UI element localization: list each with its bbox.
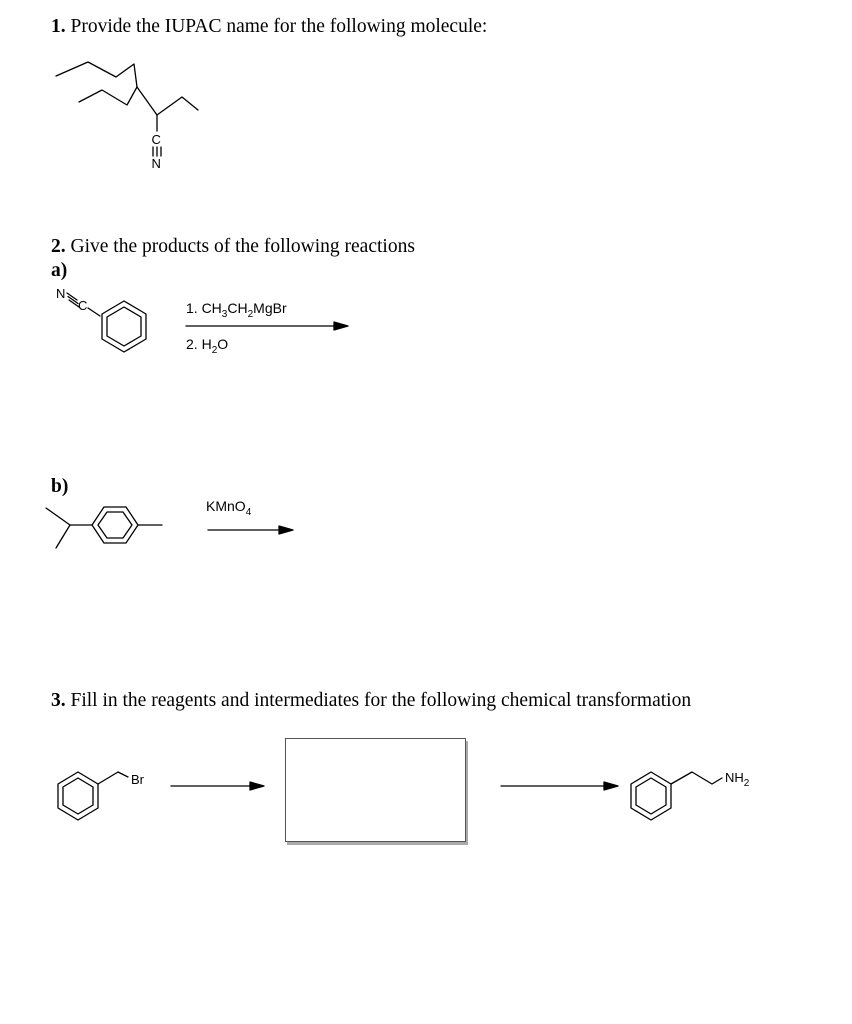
question-3-text: Fill in the reagents and intermediates for the following chemical transformation xyxy=(70,690,692,711)
reagent-1-sub-2: 2 xyxy=(247,308,254,320)
ch2-br-bond xyxy=(118,772,128,777)
question-2-text: Give the products of the following reactions xyxy=(70,236,415,257)
intermediate-answer-box[interactable] xyxy=(285,738,466,842)
benzyl-bromide-ring-inner xyxy=(63,778,93,814)
amine-label xyxy=(725,770,750,789)
question-2-number: 2. xyxy=(51,236,66,257)
phenethylamine-chain xyxy=(671,772,722,784)
reagent-1-prefix: 1. CH xyxy=(186,300,222,316)
reagent-1-sub-1: 3 xyxy=(221,308,228,320)
phenethylamine-ring xyxy=(631,772,671,820)
molecule-1-atom-c: C xyxy=(151,132,161,147)
amine-prefix: NH xyxy=(725,770,744,785)
benzonitrile-atom-n: N xyxy=(56,286,66,301)
reagent-2-suffix: O xyxy=(217,336,229,352)
bromine-label: Br xyxy=(131,772,144,787)
kmno4-prefix: KMnO xyxy=(206,498,246,514)
reagent-2-sub: 2 xyxy=(211,344,218,356)
reagent-1-suffix: MgBr xyxy=(253,300,287,316)
q3-arrow-1-head xyxy=(250,782,264,790)
reagent-1-mid: CH xyxy=(227,300,248,316)
q3-arrow-2-head xyxy=(604,782,618,790)
benzyl-ch2-bond xyxy=(98,772,118,784)
phenethylamine-ring-inner xyxy=(636,778,666,814)
part-a-label: a) xyxy=(51,260,68,281)
question-1-text: Provide the IUPAC name for the following molecule: xyxy=(70,16,488,37)
part-b-label: b) xyxy=(51,476,69,497)
molecule-1-atom-n: N xyxy=(151,156,161,171)
amine-sub: 2 xyxy=(743,778,750,789)
benzonitrile-atom-c: C xyxy=(78,298,88,313)
question-3-number: 3. xyxy=(51,690,66,711)
kmno4-sub: 4 xyxy=(245,506,252,518)
benzyl-bromide-ring xyxy=(58,772,98,820)
reagent-2-prefix: 2. H xyxy=(186,336,212,352)
question-1-number: 1. xyxy=(51,16,66,37)
